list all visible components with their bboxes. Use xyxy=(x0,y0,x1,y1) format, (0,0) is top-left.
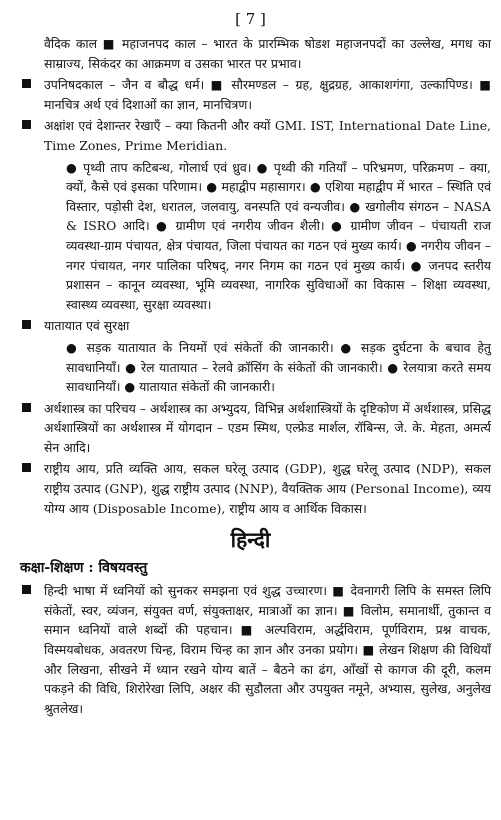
section-list xyxy=(10,581,491,718)
list-item xyxy=(10,116,491,155)
section-subtitle: कक्षा-शिक्षण : विषयवस्तु xyxy=(20,560,148,577)
section-title: हिन्दी xyxy=(230,527,271,553)
list-item xyxy=(10,75,491,114)
list-item-text: राष्ट्रीय आय, प्रति व्यक्ति आय, सकल घरेलू उत्पाद (GDP), शुद्ध घरेलू उत्पाद (NDP), सकल राष्ट्रीय उत्पाद (GNP), शुद्ध राष्ट्रीय उत्पाद (NNP), वैयक्तिक आय (Personal Income), व्यय योग्य आय (Disposable Income), राष्ट्रीय आय व आर्थिक विकास। xyxy=(44,461,491,516)
square-bullet-icon xyxy=(22,463,31,472)
list-item-text: अक्षांश एवं देशान्तर रेखाएँ – क्या कितनी और क्यों GMI. IST, International Date Line, Time Zones, Prime Meridian. xyxy=(44,118,491,153)
list-item-text: हिन्दी भाषा में ध्वनियों को सुनकर समझना एवं शुद्ध उच्चारण। ■ देवनागरी लिपि के समस्त लिपि संकेतों, स्वर, व्यंजन, संयुक्त वर्ण, संयुक्ताक्षर, मात्राओं का ज्ञान। ■ विलोम, समानार्थी, तुकान्त व समान ध्वनियों वाले शब्दों की पहचान। ■ अल्पविराम, अर्द्धविराम, पूर्णविराम, प्रश्न वाचक, विस्मयबोधक, अवतरण चिन्ह, विराम चिन्ह का ज्ञान और उनका प्रयोग। ■ लेखन शिक्षण की विधियाँ और लिखना, सीखने में ध्यान रखने योग्य बातें – बैठने का ढंग, आँखों से कागज की दूरी, कलम पकड़ने की विधि, शिरोरेखा लिपि, अक्षर की सुडौलता और उपयुक्त नमूने, अभ्यास, सुलेख, अनुलेख श्रुतलेख। xyxy=(44,583,491,716)
list-item xyxy=(10,459,491,518)
list-item xyxy=(10,158,491,315)
list-item xyxy=(10,34,491,73)
list-item xyxy=(10,316,491,336)
list-item-text: अर्थशास्त्र का परिचय – अर्थशास्त्र का अभ्युदय, विभिन्न अर्थशास्त्रियों के दृष्टिकोण में अर्थशास्त्र, प्रसिद्ध अर्थशास्त्रियों का अर्थशास्त्र में योगदान – एडम स्मिथ, एल्फ्रेड मार्शल, रॉबिन्स, जे. के. मेहता, अमर्त्य सेन आदि। xyxy=(44,400,491,455)
list-item xyxy=(10,581,491,718)
list-item-text: वैदिक काल ■ महाजनपद काल – भारत के प्रारम्भिक षोडश महाजनपदों का उल्लेख, मगध का साम्राज्य, सिकंदर का आक्रमण व उसका भारत पर प्रभाव। xyxy=(44,36,491,71)
list-item-text: उपनिषदकाल – जैन व बौद्ध धर्म। ■ सौरमण्डल – ग्रह, क्षुद्रग्रह, आकाशगंगा, उल्कापिण्ड। ■ मानचित्र अर्थ एवं दिशाओं का ज्ञान, मानचित्रण। xyxy=(44,77,491,112)
list-item-text: ● सड़क यातायात के नियमों एवं संकेतों की जानकारी। ● सड़क दुर्घटना के बचाव हेतु सावधानियाँ। ● रेल यातायात – रेलवे क्रॉसिंग के संकेतों की जानकारी। ● रेलयात्रा करते समय सावधानियाँ। ● यातायात संकेतों की जानकारी। xyxy=(66,339,491,395)
list-item xyxy=(10,399,491,458)
page-number: [ 7 ] xyxy=(235,10,266,28)
square-bullet-icon xyxy=(22,79,31,88)
syllabus-list xyxy=(10,34,491,518)
list-item xyxy=(10,338,491,397)
list-item-text: यातायात एवं सुरक्षा xyxy=(44,318,130,334)
square-bullet-icon xyxy=(22,403,31,412)
square-bullet-icon xyxy=(22,320,31,329)
list-item-text: ● पृथ्वी ताप कटिबन्ध, गोलार्ध एवं ध्रुव। ● पृथ्वी की गतियाँ – परिभ्रमण, परिक्रमण – क्या, क्यों, कैसे एवं इसका परिणाम। ● महाद्वीप महासागर। ● एशिया महाद्वीप में भारत – स्थिति एवं विस्तार, पड़ोसी देश, धरातल, जलवायु, वनस्पति एवं वन्यजीव। ● खगोलीय संगठन – NASA & ISRO आदि। ● ग्रामीण एवं नगरीय जीवन शैली। ● ग्रामीण जीवन – पंचायती राज व्यवस्था-ग्राम पंचायत, क्षेत्र पंचायत, जिला पंचायत का गठन एवं मुख्य कार्य। ● नगरीय जीवन – नगर पंचायत, नगर पालिका परिषद्, नगर निगम का गठन एवं मुख्य कार्य। ● जनपद स्तरीय प्रशासन – कानून व्यवस्था, भूमि व्यवस्था, नागरिक सुविधाओं का विकास – शिक्षा व्यवस्था, स्वास्थ्य व्यवस्था, सुरक्षा व्यवस्था। xyxy=(66,159,491,312)
square-bullet-icon xyxy=(22,585,31,594)
square-bullet-icon xyxy=(22,120,31,129)
